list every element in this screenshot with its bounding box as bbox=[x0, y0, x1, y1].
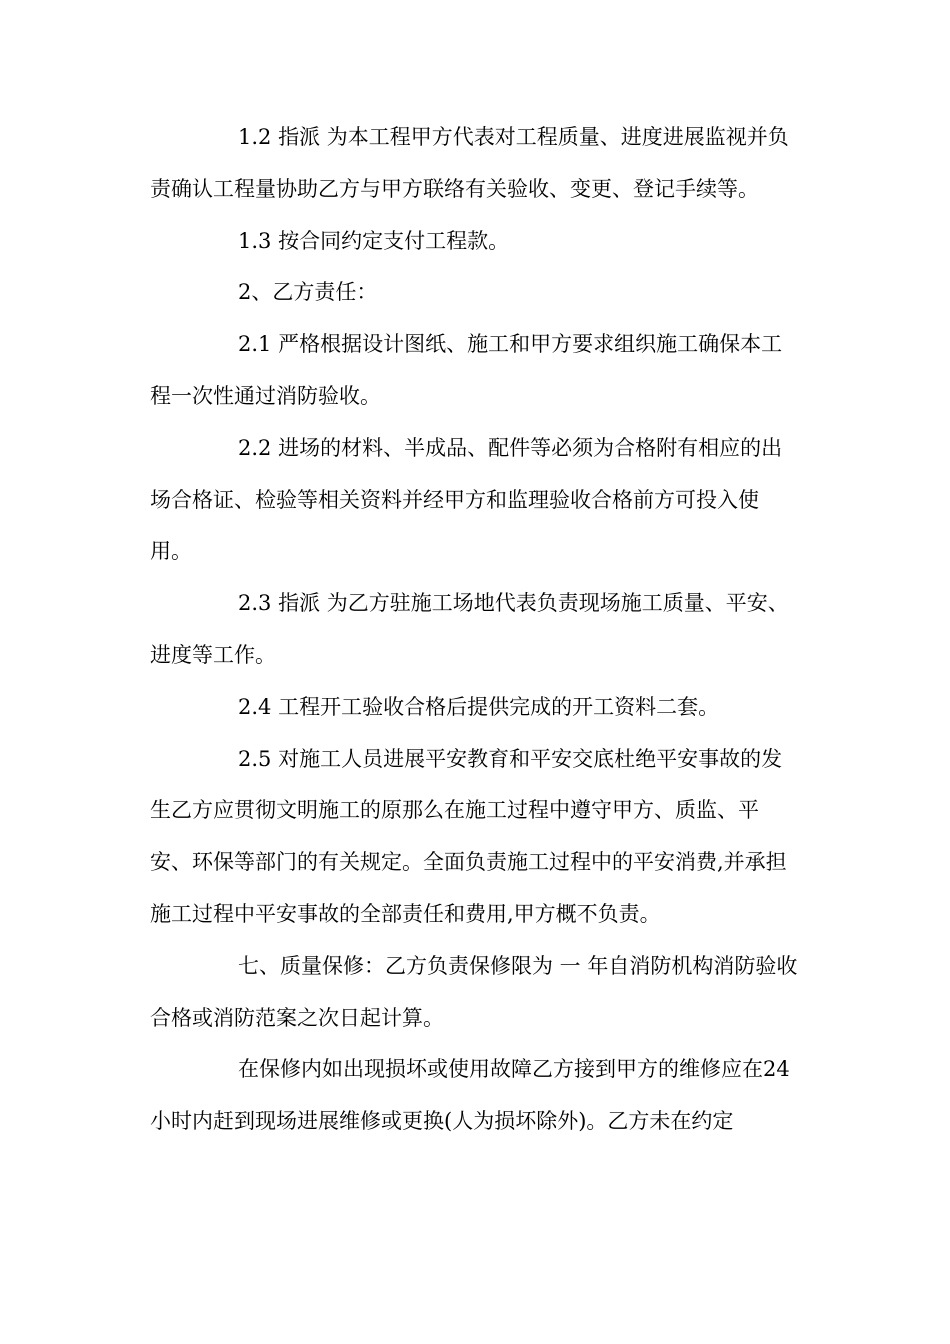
paragraph-2-heading: 2、乙方责任： bbox=[238, 280, 378, 305]
paragraph-warranty-repair: 在保修内如出现损坏或使用故障乙方接到甲方的维修应在24 小时内赶到现场进展维修或更换(人为损坏除外)。乙方未在约定 bbox=[150, 1057, 790, 1134]
document-body bbox=[150, 112, 800, 1148]
paragraph-1-2: 1.2 指派 为本工程甲方代表对工程质量、进度进展监视并负责确认工程量协助乙方与甲方联络有关验收、变更、登记手续等。 bbox=[150, 125, 789, 201]
paragraph-7-warranty: 七、质量保修：乙方负责保修限为 一 年自消防机构消防验收合格或消防范案之次日起计算。 bbox=[150, 953, 798, 1030]
paragraph-2-2: 2.2 进场的材料、半成品、配件等必须为合格附有相应的出场合格证、检验等相关资料并经甲方和监理验收合格前方可投入使用。 bbox=[150, 435, 783, 564]
paragraph-2-4: 2.4 工程开工验收合格后提供完成的开工资料二套。 bbox=[238, 694, 720, 719]
paragraph-2-5: 2.5 对施工人员进展平安教育和平安交底杜绝平安事故的发生乙方应贯彻文明施工的原那么在施工过程中遵守甲方、质监、平安、环保等部门的有关规定。全面负责施工过程中的平安消费,并承担施工过程中平安事故的全部责任和费用,甲方概不负责。 bbox=[150, 746, 787, 926]
paragraph-2-3: 2.3 指派 为乙方驻施工场地代表负责现场施工质量、平安、进度等工作。 bbox=[150, 591, 789, 667]
paragraph-1-3: 1.3 按合同约定支付工程款。 bbox=[238, 228, 510, 253]
paragraph-2-1: 2.1 严格根据设计图纸、施工和甲方要求组织施工确保本工程一次性通过消防验收。 bbox=[150, 332, 783, 408]
